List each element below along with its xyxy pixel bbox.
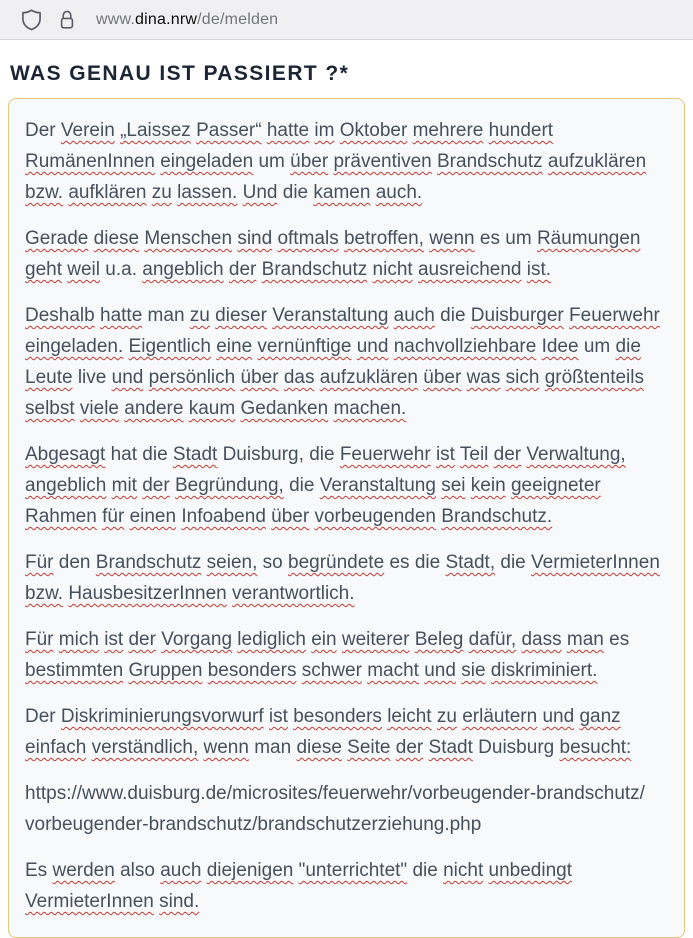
word: Es: [25, 860, 48, 881]
misspelled-word: viele: [79, 398, 119, 419]
misspelled-word: Feuerwehr: [569, 305, 660, 326]
lock-icon[interactable]: [52, 5, 82, 35]
misspelled-word: Begründung,: [174, 475, 284, 496]
misspelled-word: Räumungen: [536, 228, 641, 249]
misspelled-word: Für: [25, 629, 54, 650]
misspelled-word: die: [615, 336, 641, 357]
misspelled-word: einen: [129, 506, 177, 527]
misspelled-word: betroffen,: [343, 228, 424, 249]
misspelled-word: Seite: [347, 737, 391, 758]
misspelled-word: und: [424, 660, 456, 681]
word: um: [505, 228, 532, 249]
misspelled-word: sei: [441, 475, 466, 496]
misspelled-word: weil: [67, 259, 100, 280]
misspelled-word: RumänenInnen: [25, 151, 155, 172]
misspelled-word: kamen: [313, 182, 371, 203]
word: den: [58, 552, 91, 573]
misspelled-word: über: [240, 367, 279, 388]
misspelled-word: unbedingt: [488, 860, 572, 881]
misspelled-word: Duisburger: [470, 305, 564, 326]
word: die: [289, 475, 315, 496]
misspelled-word: kaum: [188, 398, 236, 419]
misspelled-word: angeblich: [25, 475, 107, 496]
text-paragraph: [25, 855, 664, 917]
misspelled-word: Und: [242, 182, 278, 203]
misspelled-word: Veranstaltung: [272, 305, 389, 326]
text-paragraph: [25, 778, 664, 840]
question-label: WAS GENAU IST PASSIERT ?*: [10, 62, 350, 85]
misspelled-word: Veranstaltung: [319, 475, 436, 496]
misspelled-word: Verwaltung,: [526, 444, 626, 465]
misspelled-word: vernünftige: [257, 336, 352, 357]
word: um: [258, 151, 285, 172]
misspelled-word: besonders: [293, 706, 382, 727]
misspelled-word: bzw.: [25, 182, 64, 203]
misspelled-word: verantwortlich.: [232, 583, 355, 604]
misspelled-word: diejenigen: [206, 860, 294, 881]
misspelled-word: sind: [237, 228, 273, 249]
misspelled-word: Rahmen: [25, 506, 97, 527]
word: u.a.: [105, 259, 137, 280]
misspelled-word: hatte: [266, 120, 310, 141]
shield-icon[interactable]: [16, 5, 46, 35]
misspelled-word: VermieterInnen: [25, 891, 154, 912]
word: man: [147, 305, 185, 326]
misspelled-word: Deshalb: [25, 305, 95, 326]
word: die: [142, 444, 168, 465]
word: die: [309, 444, 335, 465]
text-paragraph: [25, 624, 664, 686]
word: die: [414, 552, 441, 573]
misspelled-word: bzw.: [25, 583, 64, 604]
word: die: [440, 305, 466, 326]
word: Duisburg,: [222, 444, 304, 465]
url-prefix: www.: [96, 10, 136, 28]
misspelled-word: nicht: [443, 860, 484, 881]
misspelled-word: aufklären: [68, 182, 147, 203]
address-bar[interactable]: [96, 11, 278, 29]
misspelled-word: eine: [216, 336, 253, 357]
word: live: [77, 367, 107, 388]
misspelled-word: besonders: [207, 660, 297, 681]
misspelled-word: der: [142, 475, 170, 496]
misspelled-word: und: [542, 706, 575, 727]
misspelled-word: zu: [189, 305, 210, 326]
word: um: [583, 336, 611, 357]
misspelled-word: für: [102, 506, 125, 527]
word: so: [262, 552, 283, 573]
misspelled-word: präventiven: [333, 151, 432, 172]
misspelled-word: wenn: [429, 228, 475, 249]
misspelled-word: zu: [151, 182, 172, 203]
misspelled-word: werden: [52, 860, 115, 881]
word: es: [609, 629, 630, 650]
misspelled-word: verständlich,: [91, 737, 199, 758]
misspelled-word: was: [466, 367, 501, 388]
word: die: [412, 860, 438, 881]
misspelled-word: Gerade: [25, 228, 89, 249]
misspelled-word: sie: [461, 660, 486, 681]
misspelled-word: eingeladen.: [25, 336, 124, 357]
misspelled-word: Brandschutz: [95, 552, 202, 573]
misspelled-word: leicht: [387, 706, 432, 727]
misspelled-word: ist: [435, 444, 455, 465]
misspelled-word: ist: [104, 629, 124, 650]
misspelled-word: Beleg: [414, 629, 464, 650]
misspelled-word: diese: [296, 737, 342, 758]
word: die: [282, 182, 309, 203]
text-paragraph: [25, 300, 664, 424]
misspelled-word: oftmals: [277, 228, 339, 249]
misspelled-word: der: [128, 629, 156, 650]
misspelled-word: kein: [470, 475, 506, 496]
misspelled-word: sind.: [159, 891, 200, 912]
misspelled-word: auch: [160, 860, 202, 881]
url-domain: dina.nrw: [135, 10, 198, 28]
misspelled-word: und: [356, 336, 389, 357]
misspelled-word: Verein: [60, 120, 115, 141]
misspelled-word: Passer“: [196, 120, 262, 141]
misspelled-word: mehrere: [412, 120, 484, 141]
misspelled-word: hatte: [100, 305, 143, 326]
misspelled-word: machen.: [333, 398, 407, 419]
misspelled-word: ist.: [526, 259, 552, 280]
text-paragraph: [25, 701, 664, 763]
misspelled-word: ist: [268, 706, 288, 727]
misspelled-word: über: [271, 506, 310, 527]
misspelled-word: selbst: [25, 398, 75, 419]
misspelled-word: ein: [311, 629, 337, 650]
word: Der: [25, 706, 56, 727]
misspelled-word: ausreichend: [417, 259, 522, 280]
incident-textarea[interactable]: [8, 98, 685, 938]
misspelled-word: Feuerwehr: [339, 444, 431, 465]
misspelled-word: Diskriminierungsvorwurf: [60, 706, 264, 727]
text-paragraph: [25, 115, 664, 208]
misspelled-word: „Laissez: [120, 120, 191, 141]
misspelled-word: Abgesagt: [25, 444, 106, 465]
word: die: [500, 552, 526, 573]
misspelled-word: Vorgang: [161, 629, 233, 650]
misspelled-word: im: [314, 120, 335, 141]
misspelled-word: nicht: [372, 259, 413, 280]
misspelled-word: hundert: [488, 120, 554, 141]
misspelled-word: Gedanken: [240, 398, 329, 419]
misspelled-word: das: [283, 367, 315, 388]
misspelled-word: schwer: [301, 660, 362, 681]
misspelled-word: der: [228, 259, 257, 280]
misspelled-word: auch.: [375, 182, 423, 203]
misspelled-word: Teil: [459, 444, 489, 465]
misspelled-word: diskriminiert.: [490, 660, 598, 681]
misspelled-word: aufzuklären: [319, 367, 418, 388]
misspelled-word: Stadt,: [445, 552, 496, 573]
misspelled-word: weiterer: [341, 629, 410, 650]
misspelled-word: größtenteils: [544, 367, 644, 388]
misspelled-word: Brandschutz.: [441, 506, 553, 527]
misspelled-word: über: [290, 151, 329, 172]
word: Der: [25, 120, 56, 141]
misspelled-word: "unterrichtet": [298, 860, 408, 881]
misspelled-word: und: [111, 367, 144, 388]
misspelled-word: lediglich: [237, 629, 306, 650]
misspelled-word: Brandschutz: [261, 259, 368, 280]
misspelled-word: Gruppen: [128, 660, 203, 681]
misspelled-word: Idee: [541, 336, 579, 357]
misspelled-word: seien,: [206, 552, 258, 573]
misspelled-word: dass: [521, 629, 562, 650]
misspelled-word: HausbesitzerInnen: [68, 583, 227, 604]
misspelled-word: auch: [393, 305, 435, 326]
misspelled-word: VermieterInnen: [531, 552, 660, 573]
misspelled-word: aufzuklären: [547, 151, 647, 172]
misspelled-word: Oktober: [339, 120, 408, 141]
misspelled-word: eingeladen: [160, 151, 254, 172]
misspelled-word: der: [395, 737, 424, 758]
misspelled-word: erläutern: [462, 706, 538, 727]
misspelled-word: Für: [25, 552, 54, 573]
word: also: [120, 860, 155, 881]
text-paragraph: [25, 439, 664, 532]
misspelled-word: Eigentlich: [128, 336, 211, 357]
misspelled-word: sich: [505, 367, 540, 388]
misspelled-word: begründete: [288, 552, 385, 573]
misspelled-word: nachvollziehbare: [393, 336, 537, 357]
word: es: [479, 228, 500, 249]
misspelled-word: über: [423, 367, 462, 388]
misspelled-word: bestimmten: [25, 660, 124, 681]
misspelled-word: Stadt: [172, 444, 218, 465]
url-path: /de/melden: [197, 10, 279, 28]
misspelled-word: ganz: [579, 706, 621, 727]
word: Duisburg: [478, 737, 555, 758]
misspelled-word: besucht:: [559, 737, 632, 758]
word: man: [254, 737, 292, 758]
word: hat: [110, 444, 137, 465]
misspelled-word: dieser: [215, 305, 267, 326]
misspelled-word: mit: [111, 475, 137, 496]
browser-toolbar: [0, 0, 693, 40]
word: https://www.duisburg.de/microsites/feuerwehr/vorbeugender-brandschutz/vorbeugender-brandschutz/brandschutzerziehung.php: [25, 783, 645, 835]
misspelled-word: zu: [436, 706, 457, 727]
misspelled-word: angeblich: [142, 259, 224, 280]
misspelled-word: lassen.: [177, 182, 238, 203]
misspelled-word: Brandschutz: [437, 151, 543, 172]
misspelled-word: Menschen: [144, 228, 233, 249]
misspelled-word: Infoabend: [181, 506, 266, 527]
misspelled-word: einfach: [25, 737, 87, 758]
misspelled-word: mich: [58, 629, 99, 650]
misspelled-word: man: [566, 629, 604, 650]
word: es: [389, 552, 410, 573]
misspelled-word: geht: [25, 259, 62, 280]
misspelled-word: dafür,: [468, 629, 517, 650]
misspelled-word: andere: [124, 398, 184, 419]
misspelled-word: vorbeugenden: [314, 506, 436, 527]
misspelled-word: Leute: [25, 367, 73, 388]
text-paragraph: [25, 547, 664, 609]
misspelled-word: persönlich: [148, 367, 236, 388]
text-paragraph: [25, 223, 664, 285]
misspelled-word: diese: [93, 228, 140, 249]
misspelled-word: Stadt: [428, 737, 473, 758]
misspelled-word: macht: [367, 660, 419, 681]
misspelled-word: geeigneter: [510, 475, 601, 496]
misspelled-word: der: [493, 444, 522, 465]
misspelled-word: wenn: [203, 737, 249, 758]
